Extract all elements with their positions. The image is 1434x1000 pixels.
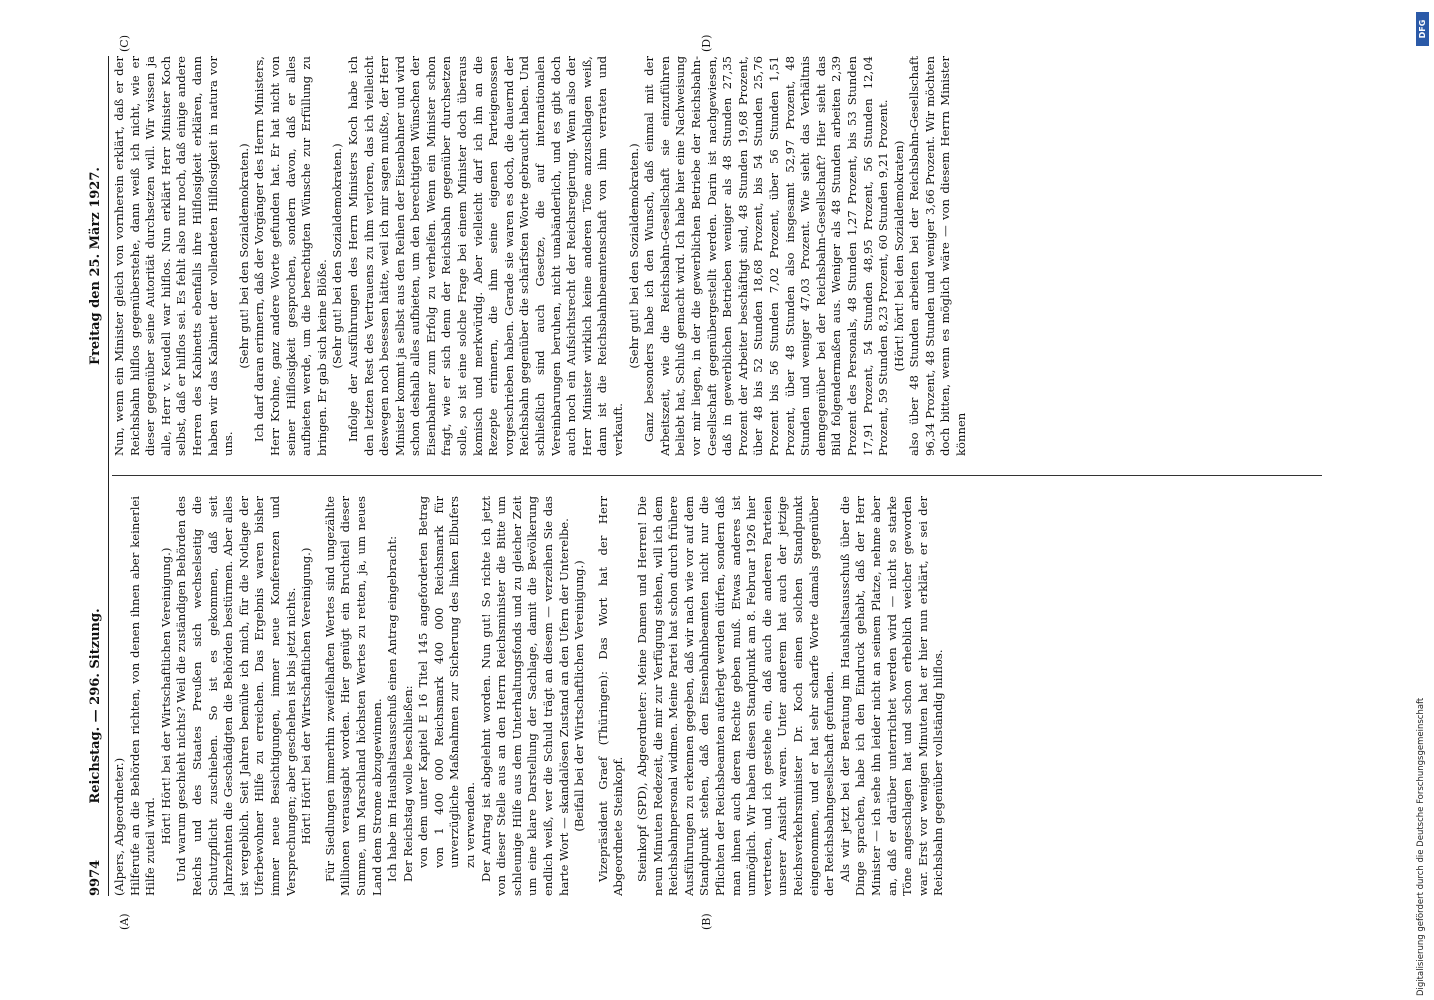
paragraph: Steinkopf (SPD), Abgeordneter: Meine Damen und Herren! Die neun Minuten Redezeit, die mir zur Verfügung stehen, will ich dem Reichsbahnpersonal widmen. Meine Partei hat schon durch frühere Ausführungen zu erkennen gegeben, daß wir nach wie vor auf dem Standpunkt stehen, daß den Eisenbahnbeamten nicht nur die Pflichten der Reichsbeamten auferlegt werden dürfen, sondern daß man ihnen auch deren Rechte geben muß. Etwas anderes ist unmöglich. Wir haben diesen Standpunkt am 8. Februar 1926 hier vertreten, und ich gestehe ein, daß auch die anderen Parteien unserer Ansicht waren. Unter anderem hat auch der jetzige Reichsverkehrsminister Dr. Koch einen solchen Standpunkt eingenommen, und er hat sehr scharfe Worte damals gegenüber der Reichsbahngesellschaft gefunden. bbox=[635, 496, 837, 896]
paragraph: Infolge der Ausführungen des Herrn Ministers Koch habe ich den letzten Rest des Vertrauens zu ihm verloren, das ich vielleicht deswegen noch besessen hätte, weil ich mir sagen mußte, der Herr Minister kommt ja selbst aus den Reihen der Eisenbahner und wird schon deshalb alles aufbieten, um den berechtigten Wünschen der Eisenbahner zum Erfolg zu verhelfen. Wenn ein Minister schon fragt, wie er sich denn der Reichsbahn gegenüber durchsetzen solle, so ist eine solche Frage bei einem Minister doch überaus komisch und merkwürdig. Aber vielleicht darf ich ihn an die Rezepte erinnern, die ihm seine eigenen Parteigenossen vorgeschrieben haben. Gerade sie waren es doch, die dauernd der Reichsbahn gegenüber die schärfsten Worte gebraucht haben. Und schließlich sind auch Gesetze, die auf internationalen Vereinbarungen beruhen, nicht unabänderlich, und es gibt doch auch noch ein Aufsichtsrecht der Reichsregierung. Wenn also der Herr Minister wirklich keine anderen Töne anzuschlagen weiß, dann ist die Reichsbahnbeamtenschaft von ihm verraten und verkauft. bbox=[345, 56, 625, 456]
paragraph: (Sehr gut! bei den Sozialdemokraten.) bbox=[330, 143, 345, 369]
left-column bbox=[112, 496, 1332, 896]
paragraph: Der Antrag ist abgelehnt worden. Nun gut! So richte ich jetzt von dieser Stelle aus an den Herrn Reichsminister die Bitte um schleunige Hilfe aus dem Unterhaltungsfonds und zu gleicher Zeit um eine klare Darstellung der Sachlage, damit die Bevölkerung endlich weiß, wer die Schuld trägt an diesem — verzeihen Sie das harte Wort — skandalösen Zustand an den Ufern der Unterelbe. bbox=[478, 496, 571, 896]
paragraph: Hört! Hört! bei der Wirtschaftlichen Vereinigung.) bbox=[158, 547, 173, 845]
paragraph: also über 48 Stunden arbeiten bei der Reichsbahn-Gesellschaft 96,34 Prozent, 48 Stunden und weniger 3,66 Prozent. Wir möchten doch bitten, wenn es möglich wäre — von diesem Herrn Minister können bbox=[907, 56, 969, 456]
paragraph: Hilferufe an die Behörden richten, von denen ihnen aber keinerlei Hilfe zuteil wird. bbox=[127, 496, 158, 896]
digitization-credit-text: Digitalisierung gefördert durch die Deutsche Forschungsgemeinschaft bbox=[1416, 697, 1426, 996]
paragraph: Als wir jetzt bei der Beratung im Haushaltsausschuß über die Dinge sprachen, habe ich den Eindruck gehabt, daß der Herr Minister — ich sehe ihn leider nicht an seinem Platze, nehme aber an, daß er darüber unterrichtet werden wird — nicht so starke Töne angeschlagen hat und schon erheblich weicher geworden war. Erst vor wenigen Minuten hat er hier nun erklärt, er sei der Reichsbahn gegenüber vollständig hilflos. bbox=[837, 496, 946, 896]
paragraph: Ganz besonders habe ich den Wunsch, daß einmal mit der Arbeitszeit, wie die Reichsbahn-Gesellschaft sie einzuführen beliebt hat, Schluß gemacht wird. Ich habe hier eine Nachweisung vor mir liegen, in der die gewerblichen Betriebe der Reichsbahn-Gesellschaft gegenübergestellt werden. Darin ist nachgewiesen, daß in gewerblichen Betrieben weniger als 48 Stunden 27,35 Prozent der Arbeiter beschäftigt sind, 48 Stunden 19,68 Prozent, über 48 bis 52 Stunden 18,68 Prozent, bis 54 Stunden 25,76 Prozent bis 56 Stunden 7,02 Prozent, über 56 Stunden 1,51 Prozent, über 48 Stunden also insgesamt 52,97 Prozent, 48 Stunden und weniger 47,03 Prozent. Wie sieht das Verhältnis demgegenüber bei der Reichsbahn-Gesellschaft? Hier sieht das Bild folgendermaßen aus. Weniger als 48 Stunden arbeiten 2,39 Prozent des Personals, 48 Stunden 1,27 Prozent, bis 53 Stunden 17,91 Prozent, 54 Stunden 48,95 Prozent, 56 Stunden 12,04 Prozent, 59 Stunden 8,23 Prozent, 60 Stunden 9,21 Prozent. bbox=[642, 56, 891, 456]
paragraph: Ich darf daran erinnern, daß der Vorgänger des Herrn Ministers, Herr Krohne, ganz andere Worte gefunden hat. Er hat nicht von seiner Hilflosigkeit gesprochen, sondern davon, daß er alles aufbieten werde, um die berechtigten Wünsche zur Erfüllung zu bringen. Er gab sich keine Blöße. bbox=[252, 56, 329, 456]
paragraph: Für Siedlungen immerhin zweifelhaften Wertes sind ungezählte Millionen verausgabt worden. Hier genügt ein Bruchteil dieser Summe, um Marschland höchsten Wertes zu retten, ja, um neues Land dem Strome abzugewinnen. bbox=[322, 496, 384, 896]
paragraph: Vizepräsident Graef (Thüringen): Das Wort hat der Herr Abgeordnete Steinkopf. bbox=[595, 496, 626, 896]
paragraph: Und warum geschieht nichts? Weil die zuständigen Behörden des Reichs und des Staates Preußen sich wechselseitig die Schutzpflicht zuschieben. So ist es gekommen, daß seit Jahrzehnten die Geschädigten die Behörden bestürmen. Aber alles ist vergeblich. Seit Jahren bemühe ich mich, für die Notlage der Uferbewohner Hilfe zu erreichen. Das Ergebnis waren bisher immer neue Besichtigungen, immer neue Konferenzen und Versprechungen; aber geschehen ist bis jetzt nichts. bbox=[174, 496, 298, 896]
session-title: Reichstag. — 296. Sitzung. bbox=[88, 608, 103, 804]
page-number: 9974 bbox=[88, 859, 103, 896]
column-divider bbox=[112, 475, 1322, 476]
session-date: Freitag den 25. März 1927. bbox=[88, 167, 103, 365]
paragraph: Nun, wenn ein Minister gleich von vornherein erklärt, daß er der Reichsbahn hilflos gegenüberstehe, dann weiß ich nicht, wie er dieser gegenüber seine Autorität durchsetzen will. Wir wissen ja alle, Herr v. Keudell war hilflos. Nun erklärt Herr Minister Koch selbst, daß er hilflos sei. Es fehlt also nur noch, daß einige andere Herren des Kabinetts ebenfalls ihre Hilflosigkeit erklären, dann haben wir das Kabinett der vollendeten Hilflosigkeit in natura vor uns. bbox=[112, 56, 236, 456]
page-content bbox=[88, 56, 1338, 896]
margin-mark-a: (A) bbox=[118, 913, 131, 930]
paragraph: (Hört! hört! bei den Sozialdemokraten) bbox=[891, 140, 906, 372]
paragraph: Hört! Hört! bei der Wirtschaftlichen Vereinigung.) bbox=[299, 547, 314, 845]
margin-mark-d: (D) bbox=[700, 34, 713, 52]
margin-mark-c: (C) bbox=[118, 35, 131, 52]
paragraph: Ich habe im Haushaltsausschuß einen Antrag eingebracht: bbox=[385, 535, 400, 882]
paragraph: (Alpers, Abgeordneter.) bbox=[112, 757, 126, 896]
page-header bbox=[88, 56, 110, 896]
margin-mark-b: (B) bbox=[700, 913, 713, 930]
right-column bbox=[112, 56, 1332, 456]
paragraph: (Sehr gut! bei den Sozialdemokraten.) bbox=[236, 143, 251, 369]
paragraph: (Beifall bei der Wirtschaftlichen Vereinigung.) bbox=[572, 560, 587, 832]
dfg-logo: DFG bbox=[1416, 12, 1429, 46]
header-rule bbox=[108, 56, 109, 896]
paragraph: von dem unter Kapitel E 16 Titel 145 angeforderten Betrag von 1 400 000 Reichsmark 400 000 Reichsmark für unverzügliche Maßnahmen zur Sicherung des linken Elbufers zu verwenden. bbox=[416, 496, 478, 868]
dfg-credit bbox=[1416, 6, 1430, 996]
paragraph: Der Reichstag wolle beschließen: bbox=[400, 685, 415, 882]
paragraph: (Sehr gut! bei den Sozialdemokraten.) bbox=[626, 143, 641, 369]
